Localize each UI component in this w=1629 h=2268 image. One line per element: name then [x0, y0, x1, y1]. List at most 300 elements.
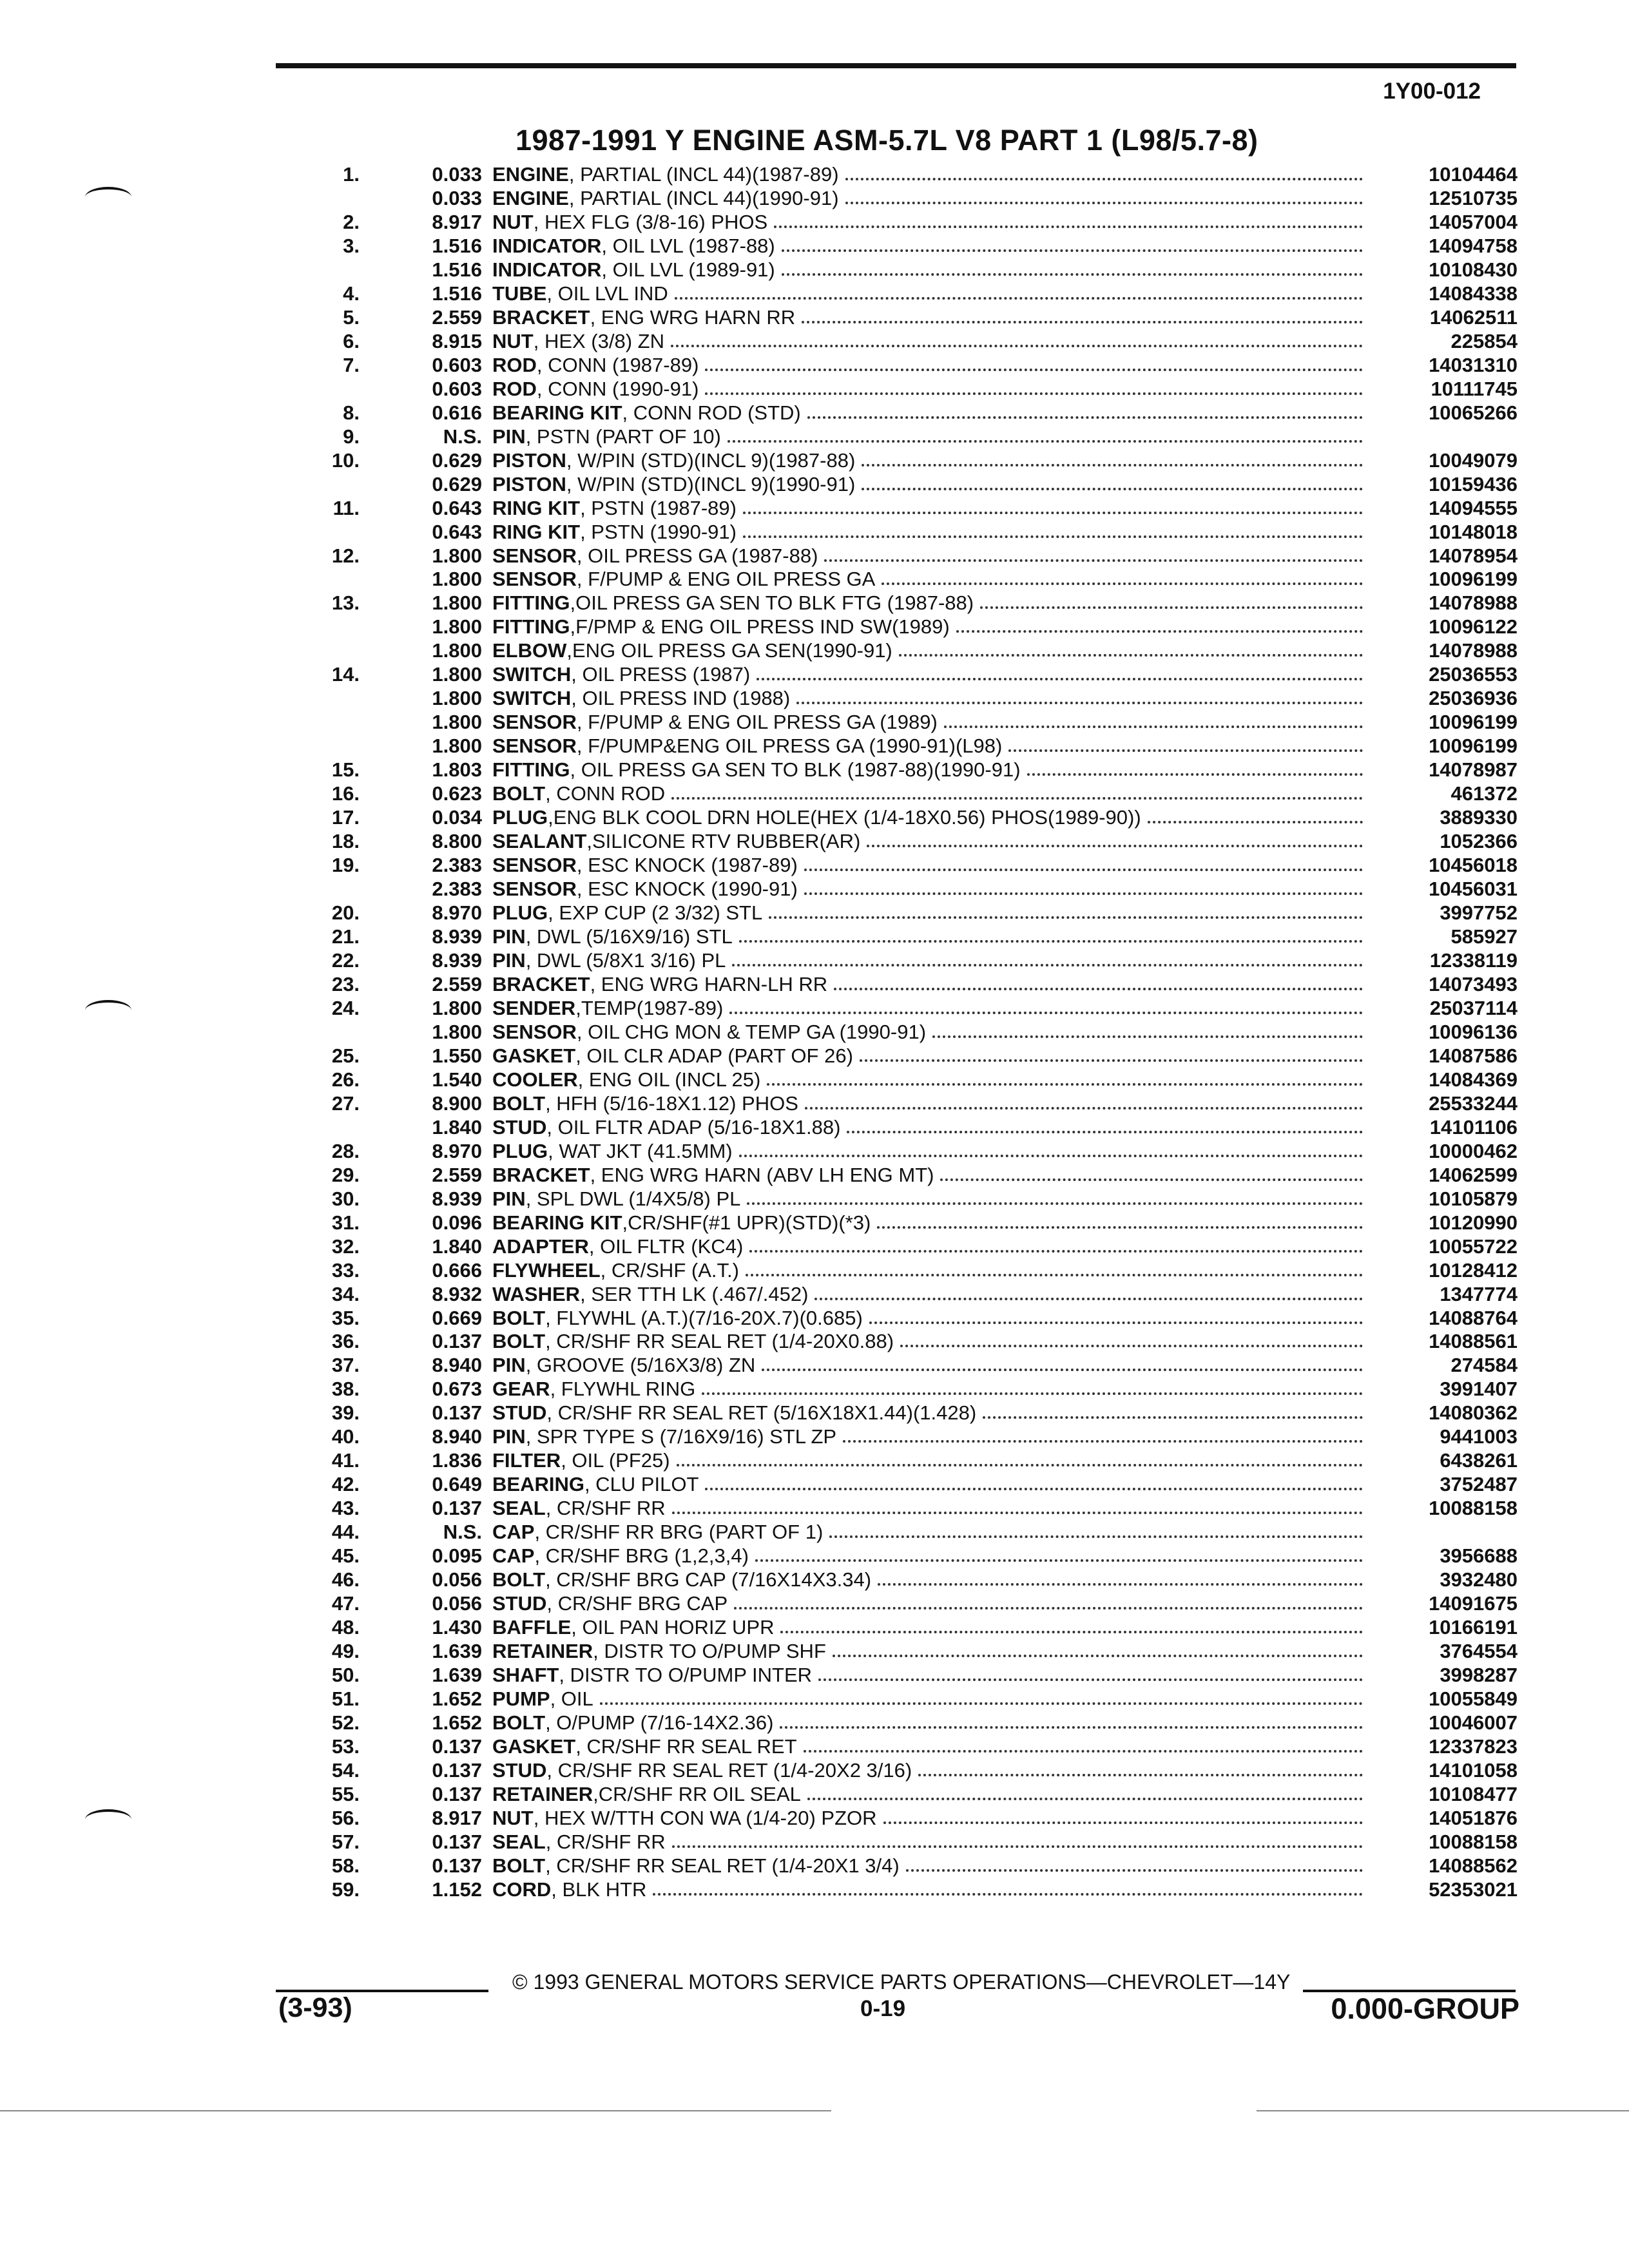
- dot-leader: [780, 1615, 1363, 1633]
- part-detail: , ESC KNOCK (1990-91): [576, 878, 798, 901]
- document-id: 1Y00-012: [1383, 79, 1481, 104]
- parts-row: [284, 853, 1518, 877]
- group-number: 8.917: [432, 210, 482, 233]
- part-number: 14051876: [1429, 1806, 1518, 1829]
- description: [492, 1282, 1369, 1306]
- description: [492, 1306, 1369, 1330]
- group-number: 8.932: [432, 1282, 482, 1305]
- part-name: BEARING: [492, 1473, 584, 1496]
- part-number: 3932480: [1440, 1568, 1518, 1591]
- item-number: 51.: [331, 1687, 360, 1710]
- description: [492, 615, 1369, 639]
- description: [492, 282, 1369, 305]
- part-number: 10128412: [1429, 1258, 1518, 1282]
- description: [492, 353, 1369, 377]
- parts-row: [284, 1401, 1518, 1425]
- part-detail: , PARTIAL (INCL 44)(1990-91): [568, 186, 839, 209]
- part-name: SENSOR: [492, 544, 577, 567]
- item-number: 6.: [343, 329, 360, 352]
- part-detail: , DWL (5/8X1 3/16) PL: [525, 948, 726, 972]
- part-detail: , CONN ROD: [545, 782, 666, 805]
- item-number: 49.: [331, 1640, 360, 1663]
- item-number: 3.: [343, 234, 360, 257]
- group-number: 8.915: [432, 329, 482, 352]
- dot-leader: [749, 1235, 1363, 1253]
- description: [492, 1663, 1369, 1687]
- part-detail: , OIL LVL IND: [546, 282, 668, 305]
- part-detail: , CR/SHF BRG CAP (7/16X14X3.34): [545, 1568, 872, 1591]
- parts-row: [284, 1830, 1518, 1854]
- part-name: ROD: [492, 353, 537, 376]
- description: [492, 662, 1369, 686]
- description: [492, 1758, 1369, 1782]
- binder-mark: [85, 187, 131, 207]
- group-number: 0.137: [432, 1830, 482, 1853]
- part-number: 14078954: [1429, 544, 1518, 567]
- group-number: 0.669: [432, 1306, 482, 1329]
- part-detail: , CONN ROD (STD): [622, 401, 801, 424]
- item-number: 16.: [331, 782, 360, 805]
- part-name: GASKET: [492, 1735, 576, 1758]
- item-number: 48.: [331, 1616, 360, 1639]
- dot-leader: [653, 1878, 1363, 1896]
- part-number: 10148018: [1429, 520, 1518, 543]
- dot-leader: [728, 425, 1363, 443]
- item-number: 44.: [331, 1521, 360, 1544]
- part-detail: , PARTIAL (INCL 44)(1987-89): [568, 163, 839, 186]
- part-detail: , GROOVE (5/16X3/8) ZN: [525, 1354, 756, 1377]
- part-detail: , OIL CLR ADAP (PART OF 26): [575, 1044, 853, 1067]
- part-number: 3764554: [1440, 1640, 1518, 1663]
- dot-leader: [956, 615, 1363, 633]
- part-number: 12338119: [1429, 948, 1518, 972]
- group-number: 0.137: [432, 1497, 482, 1520]
- part-detail: , W/PIN (STD)(INCL 9)(1987-88): [566, 448, 856, 472]
- dot-leader: [862, 472, 1363, 490]
- item-number: 7.: [343, 353, 360, 376]
- group-number: 2.559: [432, 972, 482, 995]
- dot-leader: [802, 305, 1363, 323]
- parts-row: [284, 1639, 1518, 1663]
- item-number: 47.: [331, 1592, 360, 1615]
- part-detail: , CR/SHF RR SEAL RET (1/4-20X1 3/4): [545, 1854, 900, 1877]
- parts-row: [284, 353, 1518, 377]
- part-name: BOLT: [492, 1330, 546, 1353]
- parts-row: [284, 996, 1518, 1020]
- description: [492, 1496, 1369, 1520]
- dot-leader: [743, 496, 1363, 514]
- group-number: 0.623: [432, 782, 482, 805]
- group-number: 1.840: [432, 1235, 482, 1258]
- group-number: 0.673: [432, 1378, 482, 1401]
- part-name: SWITCH: [492, 663, 572, 686]
- description: [492, 1329, 1369, 1353]
- description: [492, 1091, 1369, 1115]
- group-number: 8.917: [432, 1806, 482, 1829]
- description: [492, 639, 1369, 662]
- part-number: 14078987: [1429, 758, 1518, 782]
- dot-leader: [805, 1091, 1363, 1110]
- parts-row: [284, 1211, 1518, 1235]
- group-number: 8.939: [432, 925, 482, 948]
- part-name: CORD: [492, 1878, 552, 1901]
- description: [492, 1878, 1369, 1901]
- parts-row: [284, 877, 1518, 901]
- description: [492, 972, 1369, 996]
- description: [492, 258, 1369, 282]
- part-number: 14094758: [1429, 234, 1518, 257]
- part-detail: ,F/PMP & ENG OIL PRESS IND SW(1989): [570, 615, 950, 639]
- description: [492, 1020, 1369, 1044]
- description: [492, 829, 1369, 853]
- description: [492, 1830, 1369, 1854]
- parts-row: [284, 1258, 1518, 1282]
- part-name: SENSOR: [492, 1020, 577, 1043]
- description: [492, 567, 1369, 591]
- dot-leader: [747, 1187, 1363, 1205]
- part-name: STUD: [492, 1401, 547, 1425]
- part-name: BOLT: [492, 1854, 546, 1877]
- parts-row: [284, 686, 1518, 710]
- part-number: 10105879: [1429, 1187, 1518, 1210]
- group-number: 0.666: [432, 1258, 482, 1282]
- part-name: RING KIT: [492, 496, 581, 519]
- dot-leader: [807, 1782, 1363, 1800]
- part-detail: , OIL PRESS GA SEN TO BLK (1987-88)(1990-91): [570, 758, 1021, 782]
- parts-row: [284, 1735, 1518, 1758]
- description: [492, 472, 1369, 496]
- parts-row: [284, 1663, 1518, 1687]
- item-number: 30.: [331, 1187, 360, 1210]
- part-detail: , CR/SHF RR: [545, 1497, 666, 1520]
- part-number: 6438261: [1440, 1449, 1518, 1472]
- part-number: 14080362: [1429, 1401, 1518, 1425]
- parts-row: [284, 1782, 1518, 1806]
- part-detail: , OIL FLTR (KC4): [588, 1235, 744, 1258]
- part-name: SENSOR: [492, 735, 577, 758]
- item-number: 25.: [331, 1044, 360, 1067]
- part-name: BRACKET: [492, 972, 590, 995]
- description: [492, 591, 1369, 615]
- part-name: SHAFT: [492, 1664, 559, 1687]
- part-name: PLUG: [492, 806, 548, 829]
- group-number: 1.652: [432, 1687, 482, 1710]
- part-detail: , OIL PRESS IND (1988): [571, 687, 791, 710]
- part-name: PIN: [492, 1187, 526, 1210]
- description: [492, 1353, 1369, 1377]
- part-detail: , OIL CHG MON & TEMP GA (1990-91): [576, 1020, 927, 1043]
- part-number: 14062599: [1429, 1163, 1518, 1186]
- dot-leader: [818, 1663, 1363, 1681]
- parts-row: [284, 782, 1518, 805]
- part-number: 25533244: [1429, 1091, 1518, 1115]
- part-name: BOLT: [492, 782, 546, 805]
- part-detail: , EXP CUP (2 3/32) STL: [548, 901, 763, 925]
- item-number: 5.: [343, 305, 360, 329]
- part-number: 10055849: [1429, 1687, 1518, 1710]
- dot-leader: [983, 1401, 1363, 1419]
- item-number: 29.: [331, 1163, 360, 1186]
- parts-row: [284, 1854, 1518, 1878]
- part-detail: , HEX FLG (3/8-16) PHOS: [533, 210, 768, 233]
- dot-leader: [804, 1735, 1363, 1753]
- part-detail: , BLK HTR: [551, 1878, 647, 1901]
- part-name: STUD: [492, 1758, 547, 1782]
- dot-leader: [899, 639, 1363, 657]
- parts-row: [284, 1591, 1518, 1615]
- part-number: 10108430: [1429, 258, 1518, 281]
- description: [492, 901, 1369, 925]
- item-number: 45.: [331, 1544, 360, 1568]
- group-id: 0.000-GROUP: [1331, 1992, 1519, 2025]
- part-number: 10096199: [1429, 568, 1518, 591]
- group-number: 0.137: [432, 1854, 482, 1877]
- part-number: 14073493: [1429, 972, 1518, 995]
- part-detail: , CR/SHF BRG CAP: [546, 1592, 728, 1615]
- group-number: 0.056: [432, 1568, 482, 1591]
- item-number: 21.: [331, 925, 360, 948]
- group-number: 0.643: [432, 496, 482, 519]
- item-number: 8.: [343, 401, 360, 424]
- part-name: SENSOR: [492, 711, 577, 734]
- top-rule: [276, 63, 1516, 68]
- part-detail: , DWL (5/16X9/16) STL: [525, 925, 733, 948]
- item-number: 58.: [331, 1854, 360, 1877]
- part-name: PLUG: [492, 901, 548, 925]
- description: [492, 948, 1369, 972]
- parts-row: [284, 1187, 1518, 1211]
- item-number: 13.: [331, 591, 360, 615]
- parts-row: [284, 734, 1518, 758]
- dot-leader: [918, 1758, 1363, 1776]
- description: [492, 234, 1369, 258]
- parts-row: [284, 1544, 1518, 1568]
- part-number: 10055722: [1429, 1235, 1518, 1258]
- description: [492, 1068, 1369, 1091]
- parts-row: [284, 496, 1518, 520]
- description: [492, 1044, 1369, 1068]
- description: [492, 1187, 1369, 1211]
- description: [492, 710, 1369, 734]
- group-number: 2.383: [432, 854, 482, 877]
- part-name: PIN: [492, 925, 526, 948]
- group-number: 0.033: [432, 163, 482, 186]
- group-number: 1.516: [432, 234, 482, 257]
- group-number: 8.970: [432, 1139, 482, 1162]
- dot-leader: [824, 544, 1363, 562]
- dot-leader: [843, 1425, 1363, 1443]
- part-number: 12510735: [1429, 186, 1518, 209]
- part-number: 10046007: [1429, 1711, 1518, 1734]
- part-name: NUT: [492, 329, 534, 352]
- part-detail: , ENG WRG HARN RR: [590, 305, 796, 329]
- item-number: 24.: [331, 996, 360, 1019]
- parts-row: [284, 1115, 1518, 1139]
- part-number: 25036553: [1429, 663, 1518, 686]
- part-name: PIN: [492, 1425, 526, 1448]
- group-number: 1.800: [432, 1020, 482, 1043]
- part-number: 14101106: [1429, 1115, 1518, 1139]
- part-number: 9441003: [1440, 1425, 1518, 1448]
- scan-artifact-line: [0, 2110, 831, 2111]
- part-name: FLYWHEEL: [492, 1258, 601, 1282]
- description: [492, 1735, 1369, 1758]
- part-detail: , CONN (1987-89): [536, 353, 699, 376]
- group-number: 1.639: [432, 1640, 482, 1663]
- parts-row: [284, 1448, 1518, 1472]
- dot-leader: [877, 1211, 1363, 1229]
- part-number: 14088561: [1429, 1330, 1518, 1353]
- group-number: 8.940: [432, 1425, 482, 1448]
- part-number: 3997752: [1440, 901, 1518, 925]
- part-detail: , CR/SHF (A.T.): [600, 1258, 739, 1282]
- parts-row: [284, 1235, 1518, 1258]
- description: [492, 1235, 1369, 1258]
- part-detail: , OIL (PF25): [561, 1449, 670, 1472]
- description: [492, 1854, 1369, 1878]
- parts-row: [284, 472, 1518, 496]
- parts-row: [284, 1329, 1518, 1353]
- dot-leader: [845, 186, 1363, 204]
- dot-leader: [862, 448, 1363, 466]
- dot-leader: [940, 1163, 1363, 1181]
- part-number: 14101058: [1429, 1758, 1518, 1782]
- part-name: PIN: [492, 1354, 526, 1377]
- group-number: 0.603: [432, 353, 482, 376]
- part-detail: ,ENG OIL PRESS GA SEN(1990-91): [566, 639, 892, 662]
- part-number: 585927: [1451, 925, 1518, 948]
- parts-list: [284, 162, 1518, 1901]
- part-name: BOLT: [492, 1091, 546, 1115]
- dot-leader: [900, 1329, 1363, 1347]
- part-detail: , FLYWHL RING: [550, 1378, 696, 1401]
- part-detail: , OIL PRESS (1987): [571, 663, 751, 686]
- part-detail: , CR/SHF RR SEAL RET (1/4-20X2 3/16): [546, 1758, 912, 1782]
- dot-leader: [867, 829, 1363, 847]
- group-number: 1.800: [432, 639, 482, 662]
- group-number: 1.803: [432, 758, 482, 782]
- dot-leader: [932, 1020, 1363, 1038]
- part-name: ELBOW: [492, 639, 567, 662]
- parts-row: [284, 186, 1518, 210]
- parts-row: [284, 972, 1518, 996]
- part-name: WASHER: [492, 1282, 581, 1305]
- part-number: 461372: [1451, 782, 1518, 805]
- parts-row: [284, 901, 1518, 925]
- item-number: 53.: [331, 1735, 360, 1758]
- parts-row: [284, 1020, 1518, 1044]
- part-name: PISTON: [492, 472, 566, 495]
- parts-row: [284, 544, 1518, 568]
- group-number: 8.800: [432, 830, 482, 853]
- dot-leader: [762, 1353, 1363, 1371]
- part-number: 10456031: [1429, 878, 1518, 901]
- part-number: 14091675: [1429, 1592, 1518, 1615]
- item-number: 43.: [331, 1497, 360, 1520]
- dot-leader: [845, 162, 1363, 180]
- part-detail: , DISTR TO O/PUMP SHF: [593, 1640, 826, 1663]
- item-number: 9.: [343, 425, 360, 448]
- dot-leader: [774, 210, 1363, 228]
- item-number: 37.: [331, 1354, 360, 1377]
- item-number: 52.: [331, 1711, 360, 1734]
- group-number: 0.033: [432, 186, 482, 209]
- parts-row: [284, 377, 1518, 401]
- part-name: PISTON: [492, 448, 566, 472]
- description: [492, 401, 1369, 425]
- group-number: 2.383: [432, 878, 482, 901]
- item-number: 11.: [333, 496, 360, 519]
- parts-row: [284, 1091, 1518, 1115]
- group-number: 1.840: [432, 1115, 482, 1139]
- parts-row: [284, 1568, 1518, 1591]
- part-detail: , CR/SHF RR SEAL RET: [575, 1735, 797, 1758]
- item-number: 35.: [331, 1306, 360, 1329]
- dot-leader: [743, 520, 1363, 538]
- part-name: GASKET: [492, 1044, 576, 1067]
- part-number: 3752487: [1440, 1473, 1518, 1496]
- description: [492, 1258, 1369, 1282]
- dot-leader: [702, 1377, 1363, 1395]
- group-number: 8.900: [432, 1091, 482, 1115]
- dot-leader: [672, 1830, 1363, 1848]
- item-number: 31.: [331, 1211, 360, 1234]
- item-number: 4.: [343, 282, 360, 305]
- group-number: 1.540: [432, 1068, 482, 1091]
- description: [492, 996, 1369, 1020]
- description: [492, 734, 1369, 758]
- description: [492, 1448, 1369, 1472]
- part-name: SEAL: [492, 1497, 546, 1520]
- part-name: BOLT: [492, 1306, 546, 1329]
- part-detail: , OIL LVL (1989-91): [601, 258, 775, 281]
- dot-leader: [672, 1496, 1363, 1514]
- part-name: TUBE: [492, 282, 547, 305]
- parts-row: [284, 425, 1518, 448]
- part-detail: , CR/SHF RR SEAL RET (5/16X18X1.44)(1.428): [546, 1401, 977, 1425]
- part-number: 1052366: [1440, 830, 1518, 853]
- dot-leader: [732, 948, 1363, 966]
- part-number: 1347774: [1440, 1282, 1518, 1305]
- dot-leader: [782, 234, 1363, 252]
- part-detail: , SPR TYPE S (7/16X9/16) STL ZP: [525, 1425, 837, 1448]
- description: [492, 1520, 1369, 1544]
- item-number: 1.: [343, 163, 360, 186]
- parts-row: [284, 1425, 1518, 1448]
- part-name: NUT: [492, 1806, 534, 1829]
- description: [492, 1472, 1369, 1496]
- part-number: 3956688: [1440, 1544, 1518, 1568]
- dot-leader: [815, 1282, 1363, 1300]
- item-number: 36.: [331, 1330, 360, 1353]
- group-number: 0.056: [432, 1592, 482, 1615]
- description: [492, 377, 1369, 401]
- item-number: 23.: [331, 972, 360, 995]
- parts-row: [284, 567, 1518, 591]
- part-number: 10096199: [1429, 711, 1518, 734]
- parts-row: [284, 615, 1518, 639]
- item-number: 34.: [331, 1282, 360, 1305]
- dot-leader: [671, 782, 1363, 800]
- part-number: 10108477: [1429, 1782, 1518, 1805]
- dot-leader: [807, 401, 1363, 419]
- part-detail: , ESC KNOCK (1987-89): [576, 854, 798, 877]
- description: [492, 1568, 1369, 1591]
- part-number: 10159436: [1429, 472, 1518, 495]
- group-number: 1.800: [432, 568, 482, 591]
- part-name: FITTING: [492, 591, 570, 615]
- part-detail: , O/PUMP (7/16-14X2.36): [545, 1711, 774, 1734]
